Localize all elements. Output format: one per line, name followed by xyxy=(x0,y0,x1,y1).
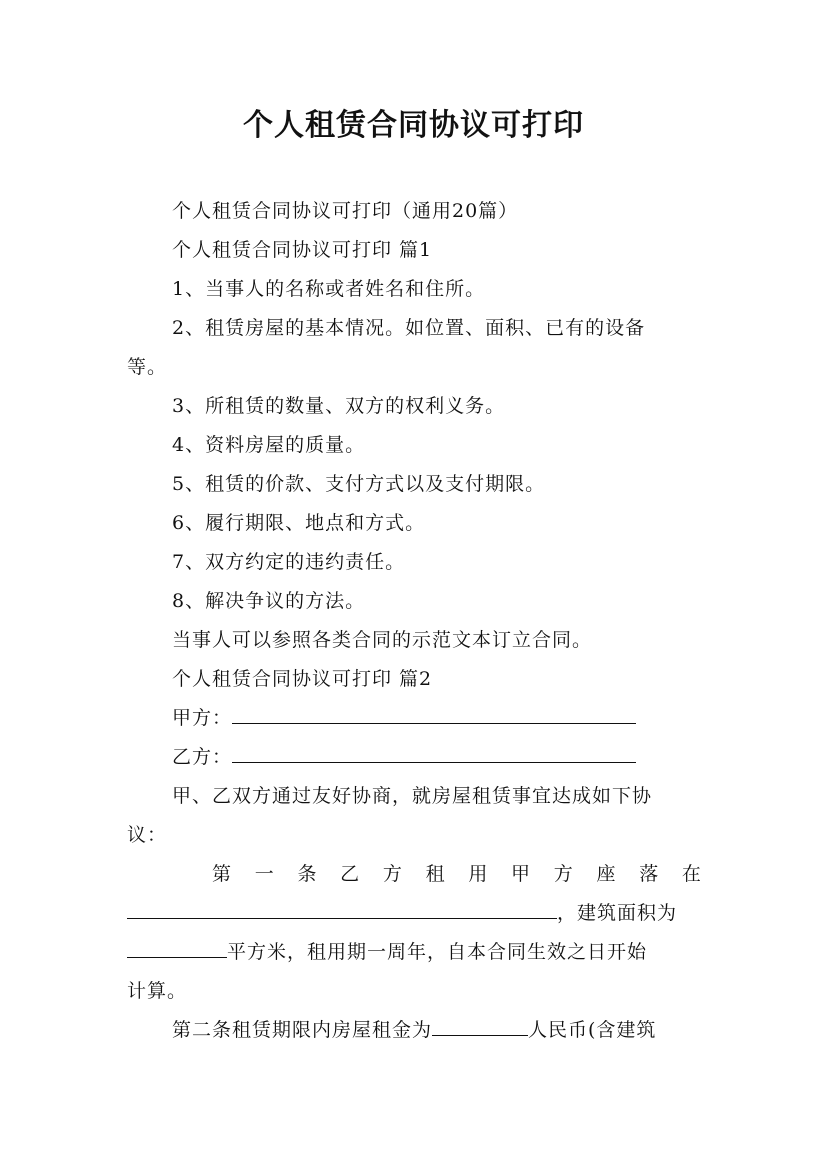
article-1-area-text: ，建筑面积为 xyxy=(557,902,678,924)
party-a-line xyxy=(172,705,702,731)
article-char: 方 xyxy=(382,863,403,885)
party-b-label: 乙方： xyxy=(172,746,233,768)
section-heading-1: 个人租赁合同协议可打印 篇1 xyxy=(172,239,433,261)
article-1-line-1 xyxy=(212,861,702,887)
rent-blank[interactable] xyxy=(432,1017,528,1036)
section-heading-2: 个人租赁合同协议可打印 篇2 xyxy=(172,668,433,690)
article-char: 在 xyxy=(681,863,702,885)
article-char: 租 xyxy=(425,863,446,885)
article-char: 用 xyxy=(468,863,489,885)
document-title: 个人租赁合同协议可打印 xyxy=(243,108,584,143)
list-item: 3、所租赁的数量、双方的权利义务。 xyxy=(172,395,506,417)
article-2-pre-text: 第二条租赁期限内房屋租金为 xyxy=(172,1019,433,1041)
list-item: 6、履行期限、地点和方式。 xyxy=(172,512,426,534)
article-char: 座 xyxy=(596,863,617,885)
article-2-line-1 xyxy=(172,1017,702,1043)
article-char: 落 xyxy=(639,863,660,885)
agreement-line: 甲、乙双方通过友好协商，就房屋租赁事宜达成如下协 xyxy=(172,785,653,807)
location-blank[interactable] xyxy=(127,900,557,919)
list-item-continuation: 等。 xyxy=(127,356,168,378)
intro-line: 个人租赁合同协议可打印（通用20篇） xyxy=(172,200,519,222)
article-1-line-2 xyxy=(127,900,702,926)
list-item: 4、资料房屋的质量。 xyxy=(172,434,366,456)
closing-line: 当事人可以参照各类合同的示范文本订立合同。 xyxy=(172,629,593,651)
article-2-post-text: 人民币(含建筑 xyxy=(528,1019,657,1041)
article-1-term-text: 平方米，租用期一周年，自本合同生效之日开始 xyxy=(227,941,648,963)
list-item: 8、解决争议的方法。 xyxy=(172,590,366,612)
article-char: 乙 xyxy=(340,863,361,885)
article-char: 甲 xyxy=(511,863,532,885)
article-1-line-4: 计算。 xyxy=(127,980,188,1002)
area-blank[interactable] xyxy=(127,939,227,958)
agreement-line-continuation: 议： xyxy=(127,824,168,846)
article-char: 条 xyxy=(297,863,318,885)
article-char: 方 xyxy=(553,863,574,885)
party-a-label: 甲方： xyxy=(172,707,233,729)
party-b-blank[interactable] xyxy=(232,744,636,763)
article-1-line-3 xyxy=(127,939,702,965)
article-char: 第 xyxy=(212,863,233,885)
list-item: 2、租赁房屋的基本情况。如位置、面积、已有的设备 xyxy=(172,317,646,339)
article-char: 一 xyxy=(254,863,275,885)
party-b-line xyxy=(172,744,702,770)
list-item: 7、双方约定的违约责任。 xyxy=(172,551,406,573)
list-item: 1、当事人的名称或者姓名和住所。 xyxy=(172,278,486,300)
party-a-blank[interactable] xyxy=(232,705,636,724)
list-item: 5、租赁的价款、支付方式以及支付期限。 xyxy=(172,473,546,495)
